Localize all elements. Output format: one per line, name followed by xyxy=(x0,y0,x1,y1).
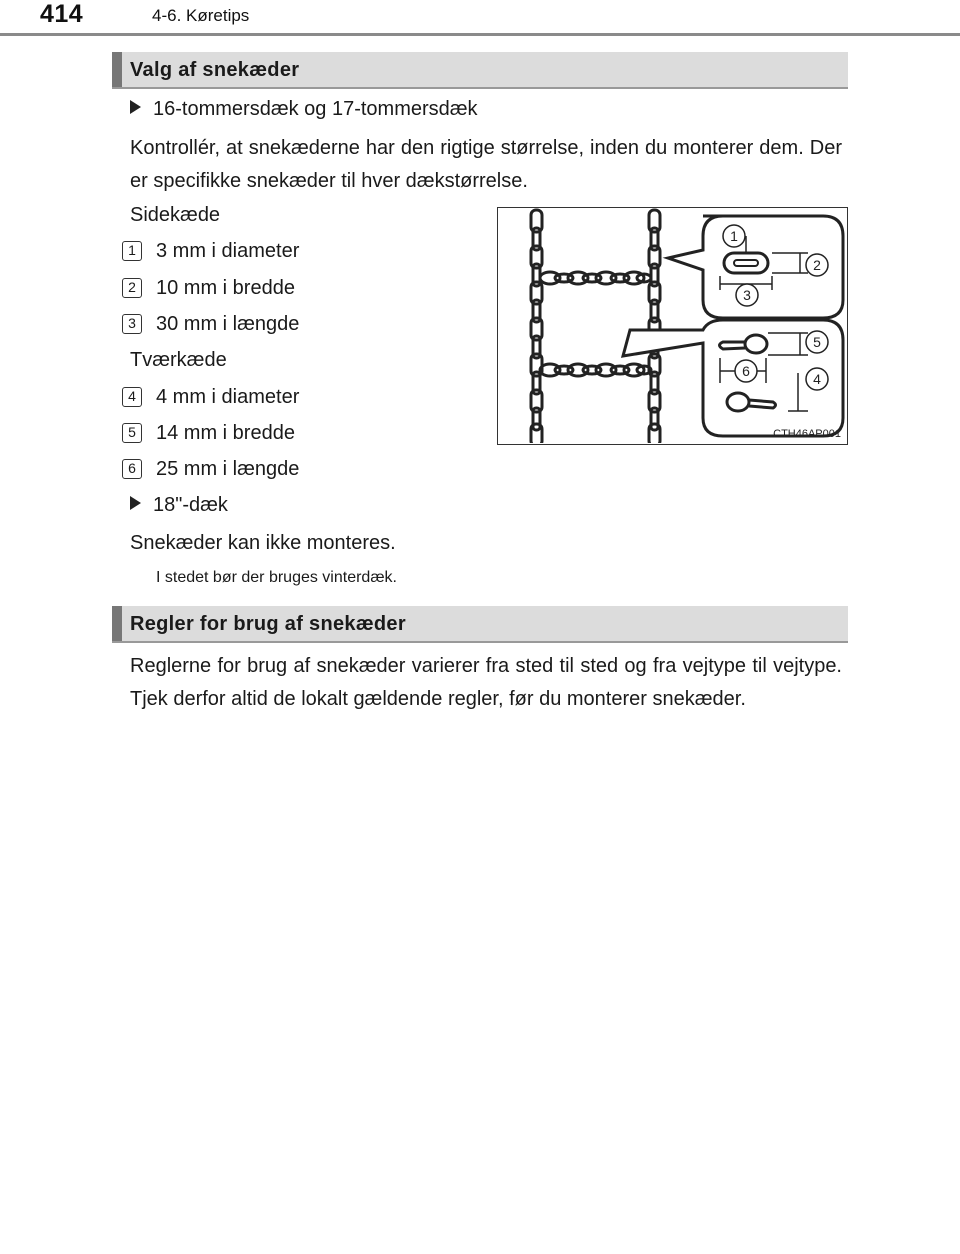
spec-item xyxy=(122,386,299,409)
intro-paragraph: Kontrollér, at snekæderne har den rigtige størrelse, inden du monterer dem. Der er specifikke snekæder til hver dækstørrelse. xyxy=(130,137,842,192)
no-chains-statement: Snekæder kan ikke monteres. xyxy=(130,532,396,554)
bullet-text: 18"-dæk xyxy=(153,494,228,516)
upper-cross-chain xyxy=(540,272,651,284)
spec-item xyxy=(122,458,299,481)
bullet-tire-size-16-17 xyxy=(130,98,478,121)
cross-chain-label: Tværkæde xyxy=(130,349,227,371)
callout-label: 2 xyxy=(813,257,821,273)
number-badge: 2 xyxy=(122,278,142,298)
number-badge: 5 xyxy=(122,423,142,443)
section-heading-regler xyxy=(112,606,848,643)
right-vertical-chain xyxy=(649,210,660,443)
snow-chain-figure xyxy=(497,207,848,445)
page-header xyxy=(0,0,960,40)
spec-text: 14 mm i bredde xyxy=(156,422,295,444)
callout-label: 6 xyxy=(742,363,750,379)
spec-text: 30 mm i længde xyxy=(156,313,300,335)
spec-text: 25 mm i længde xyxy=(156,458,300,480)
page-number: 414 xyxy=(40,0,84,28)
number-badge: 1 xyxy=(122,241,142,261)
callout-label: 4 xyxy=(813,371,821,387)
left-vertical-chain xyxy=(531,210,542,443)
spec-text: 3 mm i diameter xyxy=(156,240,300,262)
spec-item xyxy=(122,240,299,263)
triangle-bullet-icon xyxy=(130,496,141,510)
spec-item xyxy=(122,313,299,336)
snow-chain-illustration xyxy=(498,208,846,443)
number-badge: 6 xyxy=(122,459,142,479)
number-badge: 4 xyxy=(122,387,142,407)
spec-item xyxy=(122,277,295,300)
spec-item xyxy=(122,422,295,445)
lower-cross-chain xyxy=(540,364,651,376)
header-rule xyxy=(0,33,960,36)
section-title: Regler for brug af snekæder xyxy=(130,613,406,635)
section-marker xyxy=(112,52,122,87)
number-badge: 3 xyxy=(122,314,142,334)
spec-text: 10 mm i bredde xyxy=(156,277,295,299)
callout-label: 3 xyxy=(743,287,751,303)
section-title: Valg af snekæder xyxy=(130,59,300,81)
rules-paragraph: Reglerne for brug af snekæder varierer fra sted til sted og fra vejtype til vejtype. Tjek derfor altid de lokalt gældende regler, før du monterer snekæder. xyxy=(130,655,842,710)
callout-label: 1 xyxy=(730,228,738,244)
side-chain-label: Sidekæde xyxy=(130,204,221,226)
figure-code: CTH46AP001 xyxy=(773,428,841,440)
section-heading-valg xyxy=(112,52,848,89)
callout-label: 5 xyxy=(813,334,821,350)
triangle-bullet-icon xyxy=(130,100,141,114)
chapter-title: 4-6. Køretips xyxy=(152,6,250,25)
bullet-text: 16-tommersdæk og 17-tommersdæk xyxy=(153,98,478,120)
spec-text: 4 mm i diameter xyxy=(156,386,300,408)
section-marker xyxy=(112,606,122,641)
winter-tire-note: I stedet bør der bruges vinterdæk. xyxy=(156,569,397,586)
bullet-tire-size-18 xyxy=(130,494,228,517)
